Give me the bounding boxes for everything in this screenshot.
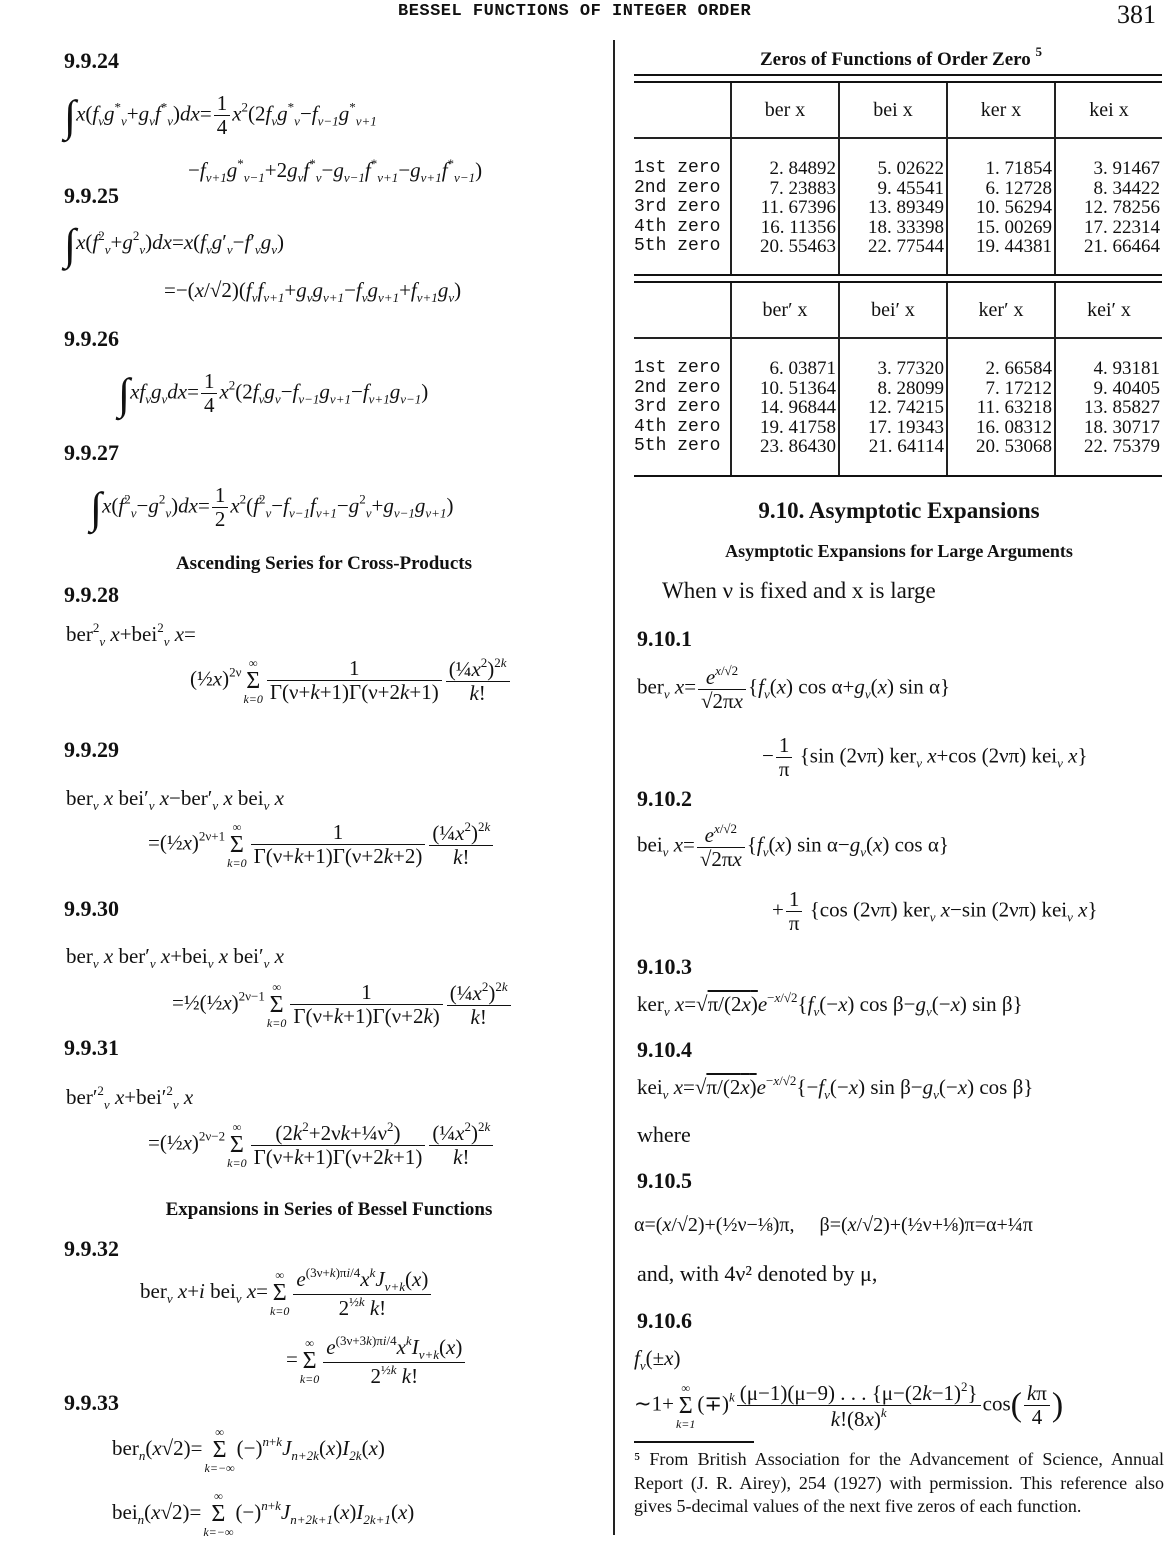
subsection-title: Asymptotic Expansions for Large Arguments <box>725 541 1073 561</box>
equation-9-10-4: kei$_\nu$ $x=√\pi/(2x)e^{-x/√2}\{-f_\nu(-x)$ $\sin \beta-g_\nu(-x)$ cos β} <box>637 1073 1034 1102</box>
equation-9-9-31-line2: =(½x)$^{2\nu-2}$ ∞ Σ k=0 $\frac{(2k^2+2\nu k+\frac{1}{4}\nu^2)}{\Gamma(\nu+k+1)\Gamma(\nu+2k+1)}$ $\frac{(\frac{1}{4}x^2)^{2k}}{k!}$ <box>148 1120 495 1169</box>
section-title: 9.10. Asymptotic Expansions <box>758 498 1040 523</box>
equation-9-9-26: $\int xf_\nu g_\nu dx=$ $\frac{1}{4}$ $x^2(2f_\nu g_\nu-f_{\nu-1}g_{\nu+1}-f_{\nu+1}g_{\nu-1})$ <box>118 369 429 419</box>
table-body <box>634 339 1162 475</box>
column-ker-prime: 2. 66584 7. 17212 11. 63218 16. 08312 20. 53068 <box>946 339 1054 475</box>
equation-9-9-32-line1: ber$_\nu$ x+i bei$_\nu$ x= ∞ Σ k=0 $\frac{e^{(3\nu+k)\pi i/4}x^kJ_{\nu+k}(x)}{2^{\frac{1}{2}k} k!}$ <box>140 1266 433 1320</box>
table-rule <box>634 274 1162 283</box>
column-header: ker x <box>946 83 1054 139</box>
equation-number: 9.10.6 <box>637 1308 692 1333</box>
equation-9-9-28-line1: ber$^2_\nu$ x+bei$^2_\nu$ x= <box>66 620 196 649</box>
equation-9-9-30-line1: ber$_\nu$ x $ber'_\nu$ x+bei$_\nu$ x $bei'_\nu$ x <box>66 944 284 971</box>
equation-9-9-32-line2: = ∞ Σ k=0 $\frac{e^{(3\nu+3k)\pi i/4}x^kI_{\nu+k}(x)}{2^{\frac{1}{2}k} k!}$ <box>286 1334 467 1388</box>
equation-number: 9.10.2 <box>637 786 692 811</box>
equation-number: 9.10.4 <box>637 1037 692 1062</box>
column-ber-prime: 6. 03871 10. 51364 14. 96844 19. 41758 23. 86430 <box>730 339 838 475</box>
column-header: ber′ x <box>730 283 838 339</box>
equation-9-10-5: α=(x/√2)+(½ν−⅛)π, β=(x/√2)+(½ν+⅛)π=α+¼π <box>634 1214 1033 1236</box>
equation-9-10-2-line2: + $\frac{1}{\pi}$ {cos (2νπ) ker$_\nu$ x−sin (2νπ) kei$_\nu$ x} <box>772 887 1098 936</box>
section-heading-cross-products: Ascending Series for Cross-Products <box>175 553 473 574</box>
row-labels: 1st zero 2nd zero 3rd zero 4th zero 5th zero <box>634 158 721 256</box>
table-header-row <box>634 83 1162 139</box>
equation-9-9-31-line1: $ber'^2_\nu$ $x+bei'^2_\nu$ x <box>66 1083 194 1112</box>
column-header: kei′ x <box>1054 283 1162 339</box>
equation-9-10-6-line1: $f_\nu(\pm x)$ <box>634 1346 681 1373</box>
equation-9-10-1-line1: ber$_\nu$ x= $\frac{e^{x/√2}}{√2\pi x}$ {$f_\nu(x)$ $\cos \alpha+g_\nu(x)$ sin α} <box>637 663 951 714</box>
equation-9-9-30-line2: =½(½x)$^{2\nu-1}$ ∞ Σ k=0 $\frac{1}{\Gamma(\nu+k+1)\Gamma(\nu+2k)}$ $\frac{(\frac{1}{4}x^2)^{2k}}{k!}$ <box>172 980 513 1029</box>
equation-9-10-1-line2: − $\frac{1}{\pi}$ {sin (2νπ) ker$_\nu$ x+cos (2νπ) kei$_\nu$ x} <box>762 733 1088 782</box>
table-header-row <box>634 283 1162 339</box>
column-header: ber x <box>730 83 838 139</box>
equation-number: 9.9.26 <box>64 326 119 351</box>
column-header: ker′ x <box>946 283 1054 339</box>
equation-9-9-24-line1: $\int x(f_\nu g^*_\nu+g_\nu f^*_\nu)dx=$ $\frac{1}{4}$ $x^2(2f_\nu g^*_\nu-f_{\nu-1}g^*_{\nu+1}$ <box>64 91 377 141</box>
column-divider <box>613 40 615 1535</box>
equation-number: 9.9.30 <box>64 896 119 921</box>
equation-9-9-29-line2: =(½x)$^{2\nu+1}$ ∞ Σ k=0 $\frac{1}{\Gamma(\nu+k+1)\Gamma(\nu+2k+2)}$ $\frac{(\frac{1}{4}x^2)^{2k}}{k!}$ <box>148 820 495 869</box>
equation-9-9-25-line2: $=-(x/√2)(f_\nu f_{\nu+1}+g_\nu g_{\nu+1}-f_\nu g_{\nu+1}+f_{\nu+1}g_\nu)$ <box>164 278 462 305</box>
equation-number: 9.9.33 <box>64 1390 119 1415</box>
equation-number: 9.10.3 <box>637 954 692 979</box>
zeros-table-derivatives <box>634 274 1162 477</box>
section-heading-bessel-series: Expansions in Series of Bessel Functions <box>165 1199 493 1220</box>
column-header: kei x <box>1054 83 1162 139</box>
equation-9-9-33-line2: bei$_n$(x√2)= ∞ Σ k=−∞ $(-)^{n+k}J_{n+2k+1}(x)I_{2k+1}(x)$ <box>112 1489 415 1539</box>
mu-definition-text: and, with 4ν² denoted by μ, <box>637 1261 878 1286</box>
header-blank <box>634 283 730 339</box>
running-title: BESSEL FUNCTIONS OF INTEGER ORDER <box>398 2 752 21</box>
equation-9-9-28-line2: (½x)$^{2\nu}$ ∞ Σ k=0 $\frac{1}{\Gamma(\nu+k+1)\Gamma(\nu+2k+1)}$ $\frac{(\frac{1}{4}x^2)^{2k}}{k!}$ <box>190 656 512 705</box>
intro-text: When ν is fixed and x is large <box>662 578 936 603</box>
table-body <box>634 139 1162 275</box>
column-ber: 2. 84892 7. 23883 11. 67396 16. 11356 20. 55463 <box>730 139 838 275</box>
equation-9-9-29-line1: ber$_\nu$ x $bei'_\nu$ $x-ber'_\nu$ x bei$_\nu$ x <box>66 786 284 813</box>
column-ker: 1. 71854 6. 12728 10. 56294 15. 00269 19. 44381 <box>946 139 1054 275</box>
equation-number: 9.9.28 <box>64 582 119 607</box>
equation-number: 9.9.24 <box>64 48 119 73</box>
header-blank <box>634 83 730 139</box>
footnote-marker: 5 <box>1035 44 1042 59</box>
equation-9-9-25-line1: $\int x(f^2_\nu+g^2_\nu)dx=x(f_\nu g'_\nu-f'_\nu g_\nu)$ <box>64 220 284 269</box>
equation-9-10-3: ker$_\nu$ $x=√\pi/(2x)e^{-x/√2}\{f_\nu(-x)$ $\cos \beta-g_\nu(-x)$ sin β} <box>637 990 1023 1019</box>
column-bei-prime: 3. 77320 8. 28099 12. 74215 17. 19343 21. 64114 <box>838 339 946 475</box>
row-labels: 1st zero 2nd zero 3rd zero 4th zero 5th zero <box>634 358 721 456</box>
equation-number: 9.10.1 <box>637 626 692 651</box>
equation-9-10-6-line2: ∼1+ ∞ Σ k=1 $(\mp)^k$ $\frac{(\mu-1)(\mu-9) . . . \{\mu-(2k-1)^2\}}{k!(8x)^k}$ cos( $\frac{k\pi}{4}$ ) <box>634 1379 1064 1432</box>
equation-number: 9.10.5 <box>637 1168 692 1193</box>
footnote: ⁵ From British Association for the Advancement of Science, Annual Report (J. R. Airey), 254 (1927) with permission. This reference also gives 5-decimal values of the next five zeros of each function. <box>634 1449 1164 1516</box>
column-bei: 5. 02622 9. 45541 13. 89349 18. 33398 22. 77544 <box>838 139 946 275</box>
column-kei: 3. 91467 8. 34422 12. 78256 17. 22314 21. 66464 <box>1054 139 1162 275</box>
zeros-table-functions <box>634 74 1162 275</box>
table-bottom-rule <box>634 475 1162 477</box>
column-kei-prime: 4. 93181 9. 40405 13. 85827 18. 30717 22. 75379 <box>1054 339 1162 475</box>
equation-number: 9.9.25 <box>64 183 119 208</box>
page-number: 381 <box>1117 0 1156 29</box>
equation-number: 9.9.29 <box>64 737 119 762</box>
table-rule <box>634 74 1162 83</box>
equation-9-9-24-line2: $-f_{\nu+1}g^*_{\nu-1}+2g_\nu f^*_\nu-g_{\nu-1}f^*_{\nu+1}-g_{\nu+1}f^*_{\nu-1}$) <box>188 156 483 185</box>
equation-9-9-33-line1: ber$_n$(x√2)= ∞ Σ k=−∞ $(-)^{n+k}J_{n+2k}(x)I_{2k}(x)$ <box>112 1425 385 1475</box>
where-text: where <box>637 1122 691 1147</box>
column-header: bei x <box>838 83 946 139</box>
equation-9-9-27: $\int x(f^2_\nu-g^2_\nu)dx=$ $\frac{1}{2}$ $x^2(f^2_\nu-f_{\nu-1}f_{\nu+1}-g^2_\nu+g_{\nu-1}g_{\nu+1})$ <box>90 483 454 533</box>
equation-9-10-2-line1: bei$_\nu$ x= $\frac{e^{x/√2}}{√2\pi x}$ {$f_\nu(x)$ $\sin \alpha-g_\nu(x)$ cos α} <box>637 821 949 872</box>
column-header: bei′ x <box>838 283 946 339</box>
equation-number: 9.9.32 <box>64 1236 119 1261</box>
footnote-rule <box>634 1441 754 1443</box>
equation-number: 9.9.31 <box>64 1035 119 1060</box>
zeros-table-title: Zeros of Functions of Order Zero $^5$ <box>760 44 1042 70</box>
equation-number: 9.9.27 <box>64 440 119 465</box>
